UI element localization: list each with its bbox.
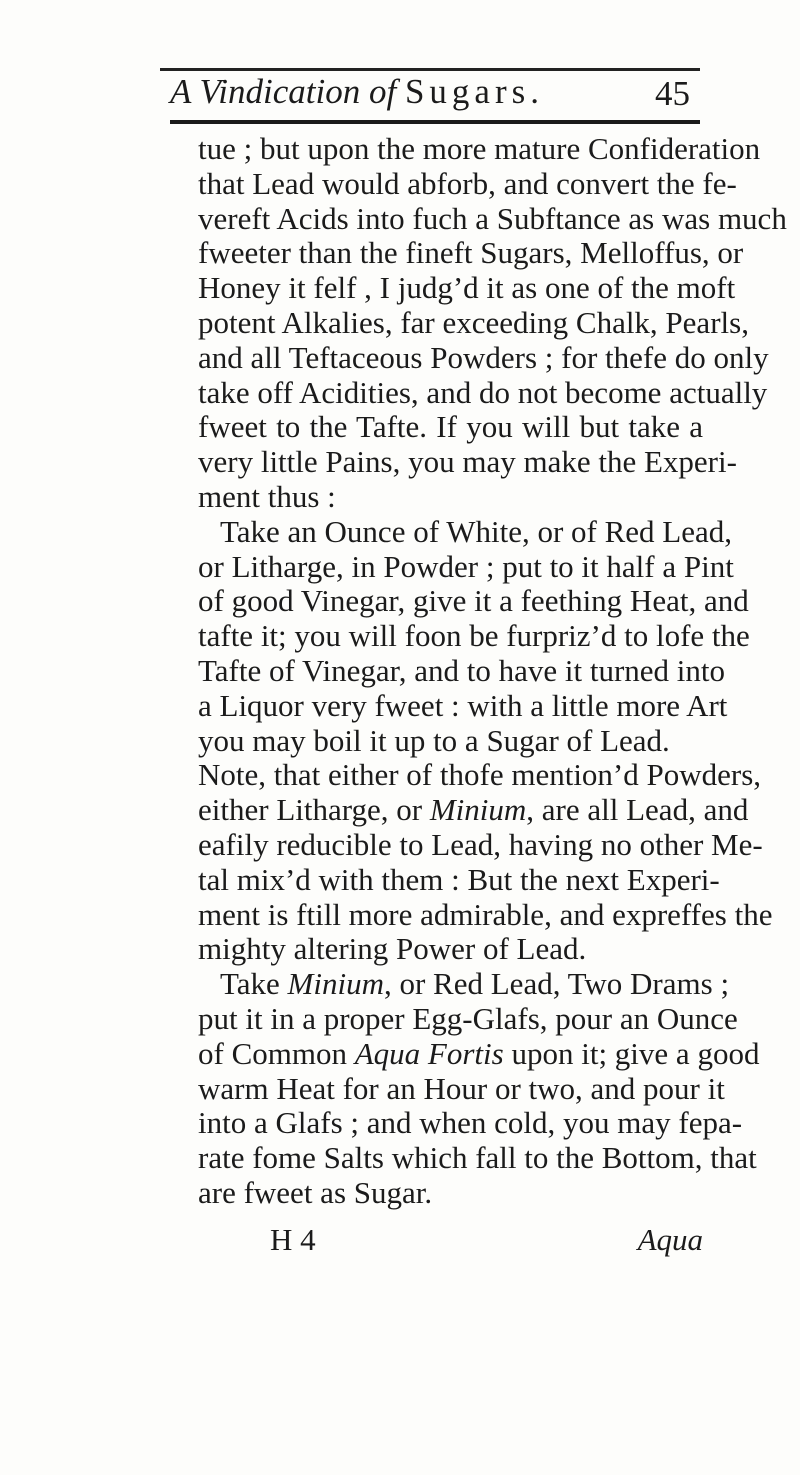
text-line: tal mix’d with them : But the next Experi- bbox=[198, 861, 720, 897]
text-line: vereft Acids into fuch a Subftance as was much bbox=[198, 200, 787, 236]
text-line: are fweet as Sugar. bbox=[198, 1174, 433, 1210]
running-title bbox=[170, 72, 544, 112]
italic-term: Aqua Fortis bbox=[354, 1035, 504, 1071]
running-title-italic: A Vindication of bbox=[170, 72, 405, 111]
text-line: take off Acidities, and do not become actually bbox=[198, 374, 768, 410]
text-line: warm Heat for an Hour or two, and pour it bbox=[198, 1070, 725, 1106]
italic-term: Minium bbox=[429, 792, 527, 828]
text-line: ment is ftill more admirable, and expreffes the bbox=[198, 896, 773, 932]
text-line: into a Glafs ; and when cold, you may fepa- bbox=[198, 1105, 743, 1141]
italic-term: Minium bbox=[287, 966, 384, 1002]
text-line: fweet to the Tafte. If you will but take a bbox=[198, 409, 703, 445]
text-line: of Common Aqua Fortis upon it; give a good bbox=[198, 1035, 760, 1071]
text-line: ment thus : bbox=[198, 478, 336, 514]
text-line: rate fome Salts which fall to the Bottom, that bbox=[198, 1140, 757, 1176]
page-number: 45 bbox=[655, 74, 690, 113]
text-line: put it in a proper Egg-Glafs, pour an Ounce bbox=[198, 1000, 738, 1036]
page-footer bbox=[198, 1222, 703, 1258]
text-line: either Litharge, or Minium, are all Lead, and bbox=[198, 792, 749, 828]
text-line: tafte it; you will foon be furpriz’d to lofe the bbox=[198, 618, 750, 654]
body-text bbox=[198, 131, 787, 1211]
text-line: very little Pains, you may make the Experi- bbox=[198, 444, 737, 480]
text-line: potent Alkalies, far exceeding Chalk, Pearls, bbox=[198, 304, 749, 340]
text-line: that Lead would abforb, and convert the fe- bbox=[198, 165, 737, 201]
text-line: Note, that either of thofe mention’d Powders, bbox=[198, 757, 762, 793]
text-line: and all Teftaceous Powders ; for thefe do only bbox=[198, 339, 769, 375]
header-rule bbox=[170, 120, 700, 124]
page-header bbox=[170, 72, 690, 112]
catchword: Aqua bbox=[637, 1222, 703, 1257]
text-line: a Liquor very fweet : with a little more Art bbox=[198, 687, 728, 723]
text-line: fweeter than the fineft Sugars, Melloffus, or bbox=[198, 235, 744, 271]
text-line: tue ; but upon the more mature Confideration bbox=[198, 131, 761, 166]
text-line: Honey it felf , I judg’d it as one of the moft bbox=[198, 270, 736, 306]
text-line: you may boil it up to a Sugar of Lead. bbox=[198, 722, 670, 758]
text-line: of good Vinegar, give it a feething Heat, and bbox=[198, 583, 749, 619]
text-line: Take Minium, or Red Lead, Two Drams ; bbox=[220, 966, 730, 1002]
text-line: eafily reducible to Lead, having no other Me- bbox=[198, 826, 763, 862]
signature-mark: H 4 bbox=[270, 1222, 316, 1257]
text-line: mighty altering Power of Lead. bbox=[198, 931, 587, 967]
text-line: or Litharge, in Powder ; put to it half a Pint bbox=[198, 548, 734, 584]
top-rule bbox=[160, 68, 700, 71]
text-line: Take an Ounce of White, or of Red Lead, bbox=[220, 513, 732, 549]
running-title-caps: Sugars. bbox=[404, 72, 544, 111]
text-line: Tafte of Vinegar, and to have it turned into bbox=[198, 652, 726, 688]
